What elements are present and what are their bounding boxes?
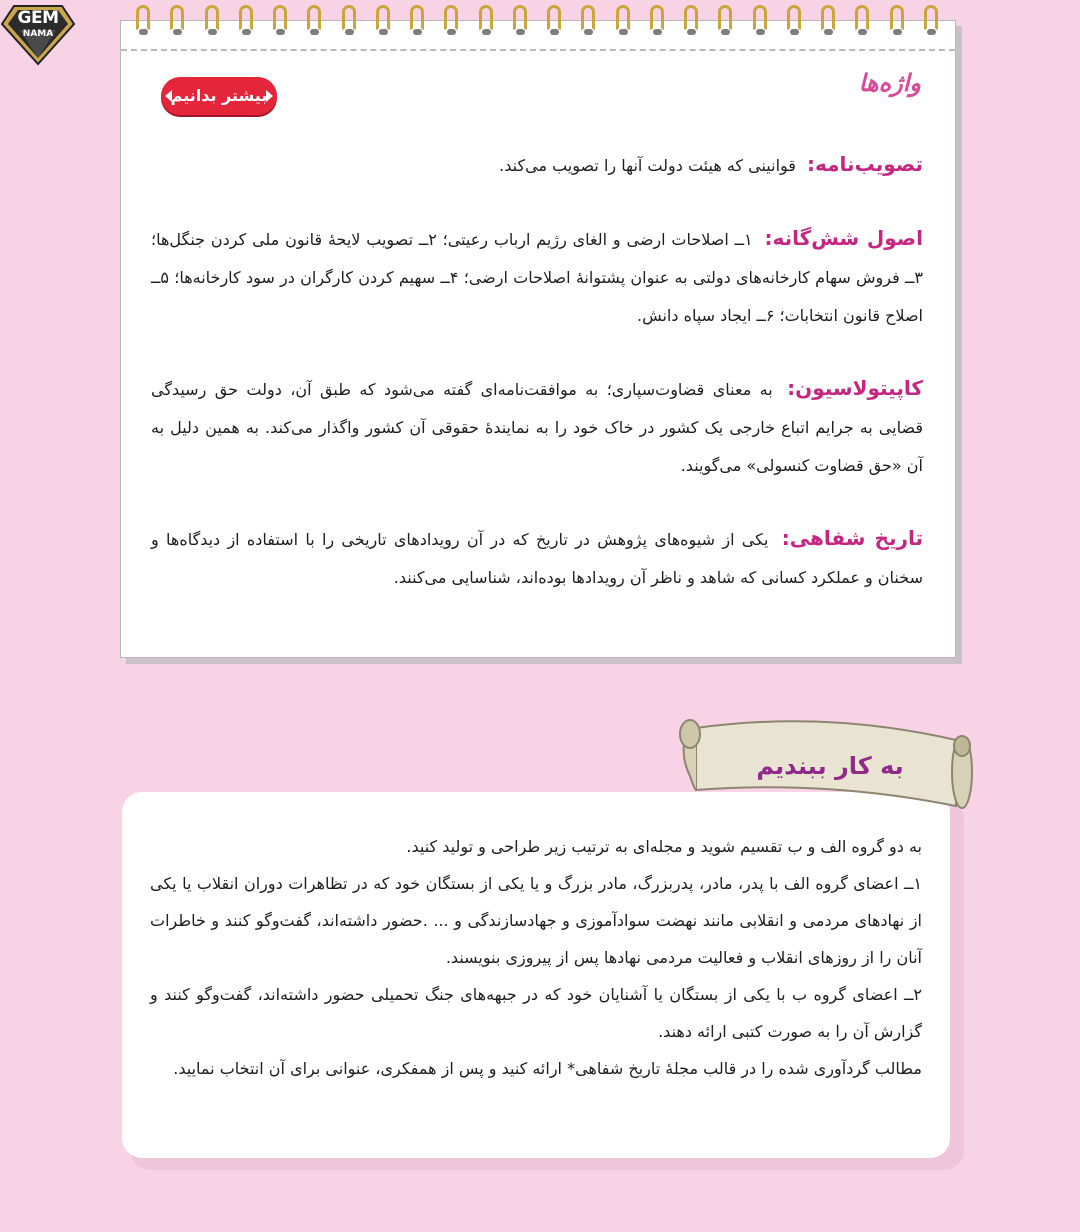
entry-decree [151,145,923,185]
activity-group-a: ۱ــ اعضای گروه الف با پدر، مادر، پدربزرگ، مادر بزرگ و یا یکی از بستگان خود که در تظاهرات دوران انقلاب یا یکی از نهادهای مردمی و انقلابی مانند نهضت سوادآموزی و جهادسازندگی و ... .حضور داشته‌اند، گفت‌وگو کنند و خاطرات آنان را از روزهای انقلاب و فعالیت مردمی نهادها پس از پیروزی بنویسند. [150,874,922,967]
entry-term: تاریخ شفاهی [789,526,924,550]
activity-text [150,828,922,1087]
term-colon: : [764,226,773,250]
term-colon: : [787,376,796,400]
ring-icon [135,5,153,39]
ring-icon [717,5,735,39]
entry-definition: قوانینی که هیئت دولت آنها را تصویب می‌کند. [499,156,796,175]
ring-icon [341,5,359,39]
ring-icon [409,5,427,39]
ring-icon [169,5,187,39]
ring-icon [478,5,496,39]
logo-line1: GEM [17,8,59,28]
entry-term: تصویب‌نامه [815,152,923,176]
ring-icon [580,5,598,39]
entry-term: کاپیتولاسیون [795,376,923,400]
dashed-divider [121,49,955,51]
ring-icon [752,5,770,39]
ring-icon [820,5,838,39]
entry-definition: به معنای قضاوت‌سپاری؛ به موافقت‌نامه‌ای گفته می‌شود که طبق آن، دولت حق رسیدگی قضایی به جرایم اتباع خارجی یک کشور در خاک خود را به نمایندهٔ حقوقی آن کشور واگذار می‌کند. به همین دلیل به آن «حق قضاوت کنسولی» می‌گویند. [151,380,923,475]
ring-icon [204,5,222,39]
activity-conclusion: مطالب گردآوری شده را در قالب مجلهٔ تاریخ شفاهی* ارائه کنید و پس از همفکری، عنوانی برای آن انتخاب نمایید. [173,1059,922,1078]
spiral-binding [121,5,955,45]
vocabulary-title: واژه‌ها [858,69,921,97]
ring-icon [512,5,530,39]
activity-group-b: ۲ــ اعضای گروه ب با یکی از بستگان یا آشنایان خود که در جبهه‌های جنگ تحمیلی حضور داشته‌اند، گفت‌وگو کنند و گزارش آن را به صورت کتبی ارائه دهند. [150,985,922,1041]
term-colon: : [781,526,790,550]
ring-icon [683,5,701,39]
logo-line2: NAMA [22,29,54,39]
ring-icon [615,5,633,39]
vocabulary-notebook [120,20,956,658]
ring-icon [375,5,393,39]
ring-icon [443,5,461,39]
more-info-badge: بیشتر بدانیم [161,77,277,115]
ring-icon [238,5,256,39]
ring-icon [272,5,290,39]
entry-definition: ۱ــ اصلاحات ارضی و الغای رژیم ارباب رعیتی؛ ۲ــ تصویب لایحهٔ قانون ملی کردن جنگل‌ها؛ ۳ــ فروش سهام کارخانه‌های دولتی به عنوان پشتوانهٔ اصلاحات ارضی؛ ۴ــ سهیم کردن کارگران در سود کارخانه‌ها؛ ۵ــ اصلاح قانون انتخابات؛ ۶ــ ایجاد سپاه دانش. [151,230,923,325]
entry-oral-history [151,519,923,597]
entry-capitulation [151,369,923,485]
gem-nama-logo [0,0,76,66]
ring-icon [649,5,667,39]
ring-icon [786,5,804,39]
term-colon: : [807,152,816,176]
entry-term: اصول شش‌گانه [772,226,923,250]
ring-icon [306,5,324,39]
ring-icon [854,5,872,39]
activity-banner-title: به کار ببندیم [756,752,904,780]
ring-icon [546,5,564,39]
activity-card [122,792,950,1158]
activity-intro: به دو گروه الف و ب تقسیم شوید و مجله‌ای به ترتیب زیر طراحی و تولید کنید. [406,837,922,856]
entry-definition: یکی از شیوه‌های پژوهش در تاریخ که در آن رویدادهای تاریخی را با استفاده از دیدگاه‌ها و سخنان و عملکرد کسانی که شاهد و ناظر آن رویدادها بوده‌اند، شناسایی می‌کنند. [151,530,923,587]
entry-six-principles [151,219,923,335]
ring-icon [889,5,907,39]
ring-icon [923,5,941,39]
